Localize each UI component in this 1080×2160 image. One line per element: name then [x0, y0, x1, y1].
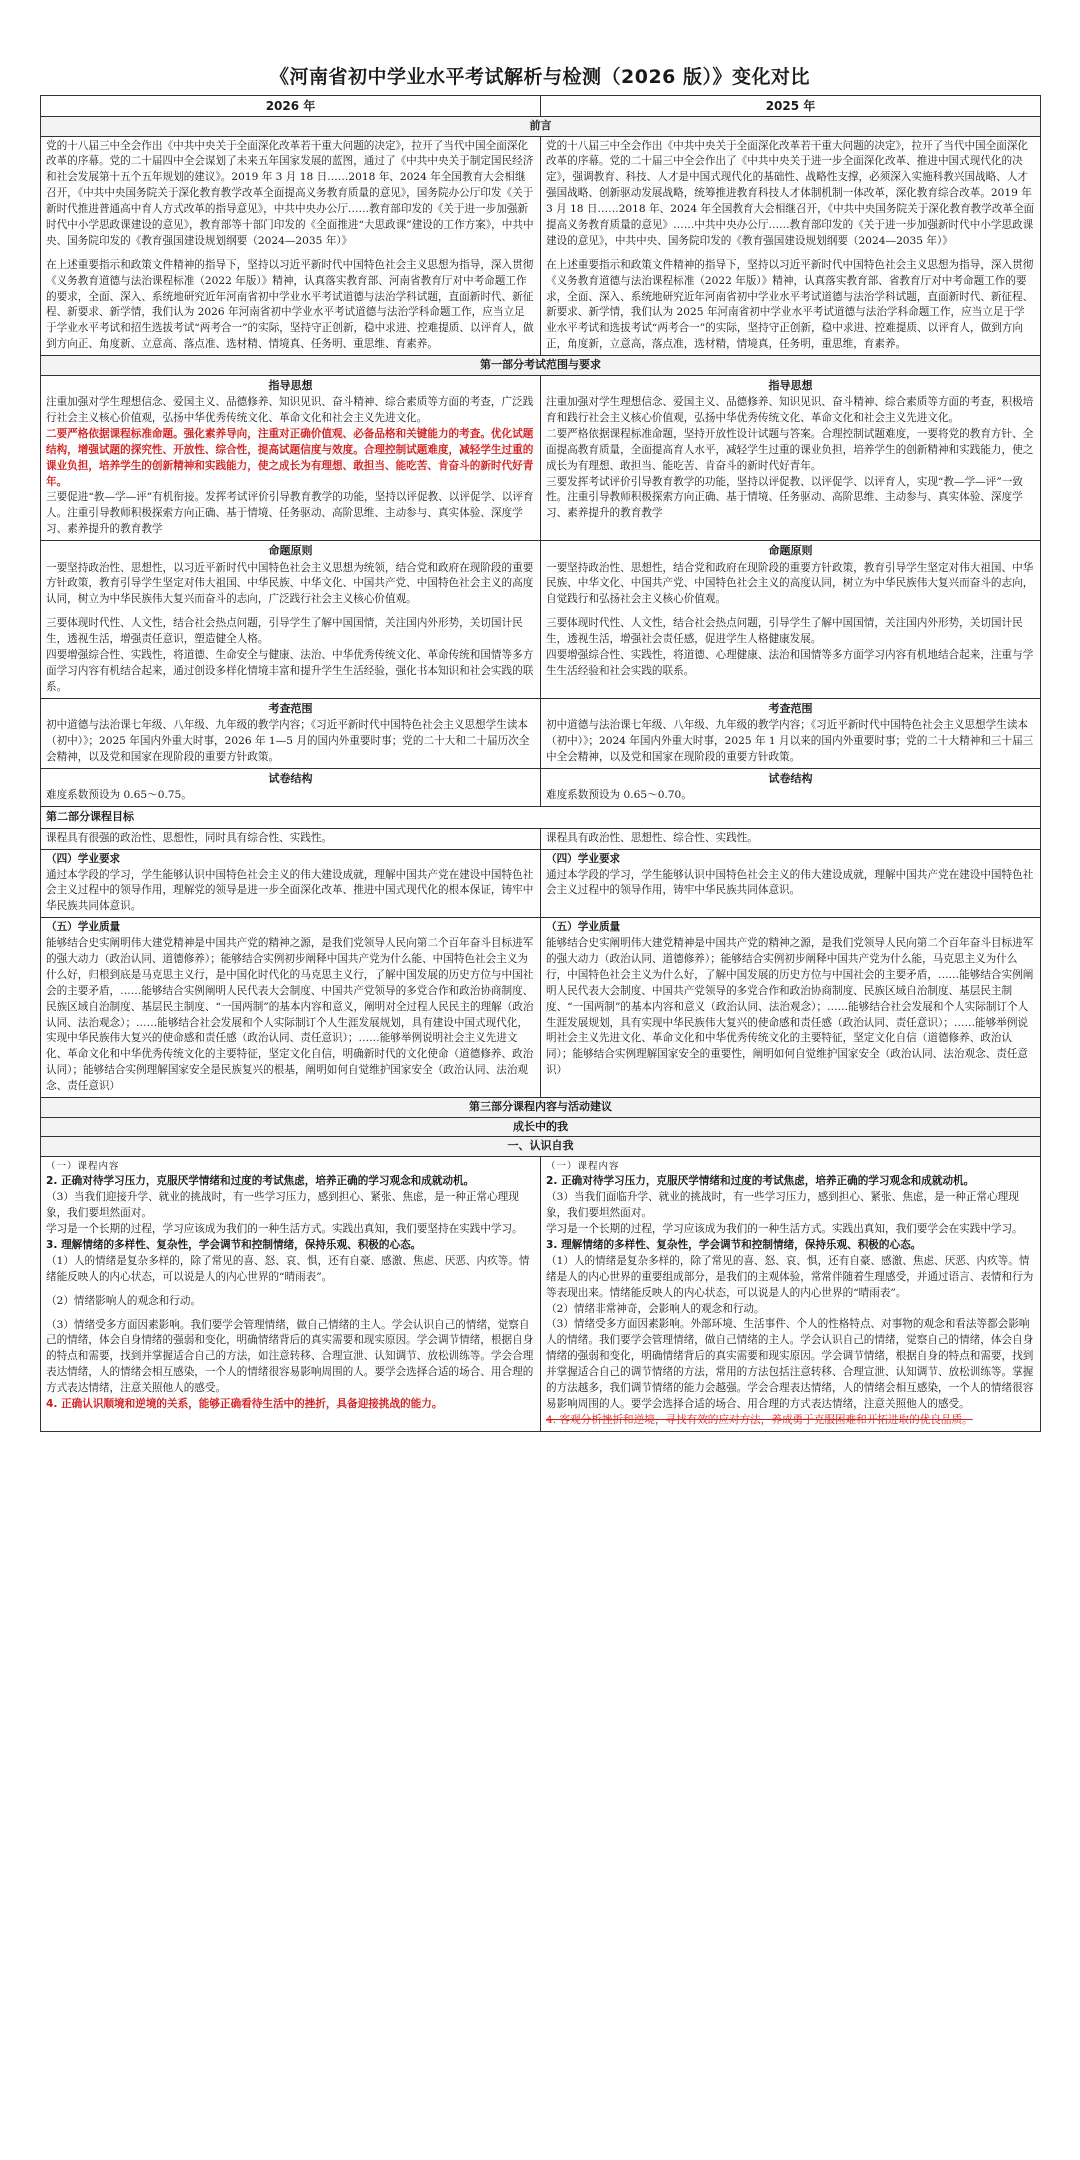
course-content-label: （一）课程内容: [546, 1160, 620, 1172]
preface-row: [41, 136, 1041, 356]
scope-2025-text: 初中道德与法治课七年级、八年级、九年级的教学内容；《习近平新时代中国特色社会主义思想学生读本（初中）》；2024 年国内外重大时事，2025 年 1 月以来的国内外重要时事；党的二十大精神和三十届三中全会精神，以及党和国家在现阶段的重要方针政策。: [546, 719, 1034, 763]
unit1-2025-t3a: （1）人的情绪是复杂多样的，除了常见的喜、怒、哀、惧，还有自豪、感激、焦虑、厌恶、内疚等。情绪是人的内心世界的重要组成部分，是我们的主观体验，常常伴随着生理感受，并通过语言、表情和行为等表现出来。情绪能反映人的内心状态，可以说是人的内心世界的“晴雨表”。: [546, 1254, 1034, 1299]
course-goal-row: [41, 828, 1041, 849]
principles-2025-3: 四要增强综合性、实践性，将道德、心理健康、法治和国情等多方面学习内容有机地结合起来，注重与学生生活经验和社会实践的联系。: [546, 649, 1034, 677]
unit1-row: [41, 1156, 1041, 1431]
quality-2025: [541, 918, 1041, 1098]
section-title: 成长中的我: [41, 1117, 1041, 1137]
preface-2025-p1: 党的十八届三中全会作出《中共中央关于全面深化改革若干重大问题的决定》，拉开了当代中国全面深化改革的序幕。党的二十届三中全会作出了《中共中央关于进一步全面深化改革、推进中国式现代化的决定》，强调教育、科技、人才是中国式现代化的基础性、战略性支撑，必须深入实施科教兴国战略、人才强国战略、创新驱动发展战略，统筹推进教育科技人才体制机制一体改革，深化教育综合改革。2019 年 3 月 18 日……2018 年、2024 年全国教育大会相继召开，《中共中央国务院关于深化教育教学改革全面提高义务教育质量的意见》……中共中央办公厅……教育部印发的《关于进一步加强新时代中小学思政课建设的意见》，中共中央、国务院印发的《教育强国建设规划纲要（2024—2035 年）》: [546, 139, 1035, 247]
principles-2026: [41, 541, 541, 699]
subheading: （四）学业要求: [546, 852, 621, 865]
preface-2025-p2: 在上述重要指示和政策文件精神的指导下，坚持以习近平新时代中国特色社会主义思想为指导，深入贯彻《义务教育道德与法治课程标准（2022 年版）》精神，认真落实教育部、省教育厅对中考命题工作的要求，全面、深入、系统地研究近年河南省初中学业水平考试道德与法治学科试题，直面新时代、新征程、新要求、新学情，我们认为 2025 年河南省初中学业水平考试道德与法治学科命题工作，应当立足于学业水平考试和选拔考试“两考合一”的实际，坚持守正创新，稳中求进、控难提质、以评育人，做到方向正，角度新，立意高，落点准，选材精，情境真，任务明，重思维，育素养。: [546, 258, 1034, 351]
course-content-label: （一）课程内容: [46, 1160, 120, 1172]
section-part1-row: [41, 356, 1041, 376]
subheading: 试卷结构: [768, 771, 813, 785]
subheading: 指导思想: [268, 378, 313, 392]
section-title: 一、认识自我: [41, 1137, 1041, 1157]
unit1-2025-t2b: 学习是一个长期的过程，学习应该成为我们的一种生活方式。实践出真知，我们要学会在实践中学习。: [546, 1223, 1023, 1236]
section-title: 前言: [41, 117, 1041, 137]
scope-2026-text: 初中道德与法治课七年级、八年级、九年级的教学内容；《习近平新时代中国特色社会主义思想学生读本（初中）》；2025 年国内外重大时事，2026 年 1—5 月的国内外重要时事；党的二十大和二十届历次全会精神，以及党和国家在现阶段的重要方针政策。: [46, 719, 530, 763]
quality-2026: [41, 918, 541, 1098]
unit1-2026-t3a: （1）人的情绪是复杂多样的，除了常见的喜、怒、哀、惧，还有自豪、感激、焦虑、厌恶、内疚等。情绪能反映人的内心状态，可以说是人的内心世界的“晴雨表”。: [46, 1254, 530, 1283]
subheading: （五）学业质量: [46, 921, 121, 934]
section-part2-row: [41, 807, 1041, 829]
scope-2025: [541, 698, 1041, 768]
guiding-2025: [541, 375, 1041, 541]
column-header-row: [41, 96, 1041, 117]
subheading: 命题原则: [768, 544, 813, 558]
quality-2026-text: 能够结合史实阐明伟大建党精神是中国共产党的精神之源，是我们党领导人民向第二个百年奋斗目标进军的强大动力（政治认同、道德修养）；能够结合实例初步阐释中国共产党为什么能、中国特色社会主义为什么好，归根到底是马克思主义行，是中国化时代化的马克思主义行，了解中国发展的历史方位与中国社会的主要矛盾，……能够结合实例阐明人民代表大会制度、中国共产党领导的多党合作和政治协商制度、民族区域自治制度、基层民主制度、“一国两制”的基本内容和意义，阐明对全过程人民民主的理解（政治认同、法治观念）；……能够结合社会发展和个人实际制订个人生涯发展规划，具有建设中国式现代化，实现中华民族伟大复兴的使命感和责任感（政治认同、责任意识）；……能够举例说明社会主义先进文化、革命文化和中华优秀传统文化的主要特征，坚定文化自信，明确新时代的文化使命（道德修养、政治认同）；能够结合实例理解国家安全是民族复兴的根基，阐明如何自觉维护国家安全（政治认同、法治观念、责任意识）: [46, 937, 534, 1093]
subheading: 考查范围: [268, 701, 313, 715]
section-part3-row: [41, 1098, 1041, 1118]
section-preface-row: [41, 117, 1041, 137]
section-title: 第二部分课程目标: [41, 807, 1041, 829]
unit1-2026-h4: 4. 正确认识顺境和逆境的关系，能够正确看待生活中的挫折，具备迎接挑战的能力。: [46, 1398, 443, 1410]
subheading: 考查范围: [768, 701, 813, 715]
quality-row: [41, 918, 1041, 1098]
unit1-2026-t2b: 学习是一个长期的过程，学习应该成为我们的一种生活方式。实践出真知，我们要坚持在实践中学习。: [46, 1223, 523, 1236]
section-title: 第三部分课程内容与活动建议: [41, 1098, 1041, 1118]
guiding-row: [41, 375, 1041, 541]
principles-2025-1: 一要坚持政治性、思想性，结合党和政府在现阶段的重要方针政策，教育引导学生坚定对伟大祖国、中华民族、中华文化、中国共产党、中国特色社会主义的高度认同，树立为中华民族伟大复兴而奋斗的志向，自觉践行和弘扬社会主义核心价值观。: [546, 561, 1034, 606]
document-page: [40, 0, 1040, 1432]
course-goal-2026: 课程具有很强的政治性、思想性，同时具有综合性、实践性。: [41, 828, 541, 849]
principles-row: [41, 541, 1041, 699]
unit1-2025-h3: 3. 理解情绪的多样性、复杂性，学会调节和控制情绪，保持乐观、积极的心态。: [546, 1238, 922, 1251]
unit1-2026-t2a: （3）当我们迎接升学、就业的挑战时，有一些学习压力，感到担心、紧张、焦虑，是一种正常心理现象，我们要坦然面对。: [46, 1191, 519, 1220]
quality-2025-text: 能够结合史实阐明伟大建党精神是中国共产党的精神之源，是我们党领导人民向第二个百年奋斗目标进军的强大动力（政治认同、道德修养）；能够结合实例初步阐释中国共产党为什么能，马克思主义为什么行，中国特色社会主义为什么好，了解中国发展的历史方位与中国社会的主要矛盾，……能够结合实例阐明人民代表大会制度、中国共产党领导的多党合作和政治协商制度、民族区域自治制度、基层民主制度、“一国两制”的基本内容和意义（政治认同、法治观念）；……能够结合社会发展和个人实际制订个人生涯发展规划，具有实现中华民族伟大复兴的使命感和责任感（政治认同、责任意识）；……能够举例说明社会主义先进文化、革命文化和中华优秀传统文化的主要特征，坚定文化自信（道德修养、政治认同）；能够结合实例理解国家安全的重要性，阐明如何自觉维护国家安全（政治认同、法治观念、责任意识）: [546, 937, 1034, 1077]
unit1-2025-t3c: （3）情绪受多方面因素影响。外部环境、生活事件、个人的性格特点、对事物的观念和看法等都会影响人的情绪。我们要学会管理情绪，做自己情绪的主人。学会认识自己的情绪，觉察自己的情绪，体会自身情绪的强弱和变化，明确情绪背后的真实需要和现实原因。学会调节情绪，根据自身的特点和需要，找到并掌握适合自己的调节情绪的方法，常用的方法包括注意转移、合理宣泄、认知调节、放松训练等。掌握的方法越多，我们调节情绪的能力会越强。学会合理表达情绪，人的情绪会相互感染，一个人的情绪很容易影响周围的人。要学会选择合适的场合、用合理的方式表达情绪，注意关照他人的感受。: [546, 1318, 1034, 1410]
unit1-2026-h2: 2. 正确对待学习压力，克服厌学情绪和过度的考试焦虑，培养正确的学习观念和成就动机。: [46, 1175, 475, 1188]
guiding-2025-3: 三要发挥考试评价引导教育教学的功能，坚持以评促教、以评促学、以评育人，实现“教—学—评”一致性。注重引导教师积极探索方向正确、基于情境、任务驱动、高阶思维、主动参与、真实体验、深度学习、素养提升的教育教学: [546, 475, 1023, 520]
subheading: 指导思想: [768, 378, 813, 392]
unit1-2025-t2a: （3）当我们面临升学、就业的挑战时，有一些学习压力，感到担心、紧张、焦虑，是一种正常心理现象，我们要坦然面对。: [546, 1191, 1019, 1220]
requirements-2026: [41, 849, 541, 918]
guiding-2025-1: 注重加强对学生理想信念、爱国主义、品德修养、知识见识、奋斗精神、综合素质等方面的考查，积极培育和践行社会主义核心价值观，弘扬中华优秀传统文化、革命文化和社会主义先进文化。: [546, 396, 1034, 424]
section-title: 第一部分考试范围与要求: [41, 356, 1041, 376]
principles-2025-2: 三要体现时代性、人文性，结合社会热点问题，引导学生了解中国国情，关注国内外形势，关切国计民生，透视生活，增强社会责任感，促进学生人格健康发展。: [546, 617, 1023, 646]
guiding-2026-2: 二要严格依据课程标准命题。强化素养导向，注重对正确价值观、必备品格和关键能力的考查。优化试题结构，增强试题的探究性、开放性、综合性，提高试题信度与效度。合理控制试题难度，减轻学生过重的课业负担，培养学生的创新精神和实践能力，使之成长为有理想、敢担当、能吃苦、肯奋斗的新时代好青年。: [46, 427, 534, 488]
section-unit1-row: [41, 1137, 1041, 1157]
structure-2025-text: 难度系数预设为 0.65～0.70。: [546, 789, 692, 802]
section-growing-row: [41, 1117, 1041, 1137]
unit1-2025-h2: 2. 正确对待学习压力，克服厌学情绪和过度的考试焦虑，培养正确的学习观念和成就动机。: [546, 1175, 975, 1188]
principles-2025: [541, 541, 1041, 699]
unit1-2025-t3b: （2）情绪非常神奇，会影响人的观念和行动。: [546, 1302, 765, 1315]
unit1-2026-t3b: （2）情绪影响人的观念和行动。: [46, 1294, 202, 1307]
guiding-2025-2: 二要严格依据课程标准命题，坚持开放性设计试题与答案。合理控制试题难度，一要将党的教育方针、全面提高教育质量，全面提高育人水平，减轻学生过重的课业负担，培养学生的创新精神和实践能力，使之成长为有理想、敢担当、能吃苦、肯奋斗的新时代好青年。: [546, 427, 1034, 472]
principles-2026-1: 一要坚持政治性、思想性，以习近平新时代中国特色社会主义思想为统领，结合党和政府在现阶段的重要方针政策，教育引导学生坚定对伟大祖国、中华民族、中华文化、中国共产党、中国特色社会主义的高度认同，树立为中华民族伟大复兴而奋斗的志向，广泛践行社会主义核心价值观。: [46, 561, 534, 606]
subheading: （四）学业要求: [46, 852, 121, 865]
requirements-2026-text: 通过本学段的学习，学生能够认识中国特色社会主义的伟大建设成就，理解中国共产党在建设中国特色社会主义过程中的领导作用，理解党的领导是进一步全面深化改革、推进中国式现代化的根本保证，铸牢中华民族共同体意识。: [46, 868, 534, 913]
requirements-2025: [541, 849, 1041, 918]
principles-2026-3: 四要增强综合性、实践性，将道德、生命安全与健康、法治、中华优秀传统文化、革命传统和国情等多方面学习内容有机结合起来，通过创设多样化情境丰富和提升学生生活经验，强化书本知识和社会实践的联系。: [46, 649, 534, 693]
requirements-row: [41, 849, 1041, 918]
subheading: 试卷结构: [268, 771, 313, 785]
scope-row: [41, 698, 1041, 768]
preface-2026-p2: 在上述重要指示和政策文件精神的指导下，坚持以习近平新时代中国特色社会主义思想为指导，深入贯彻《义务教育道德与法治课程标准（2022 年版）》精神，认真落实教育部、河南省教育厅对中考命题工作的要求，全面、深入、系统地研究近年河南省初中学业水平考试道德与法治学科试题，直面新时代、新征程、新要求、新学情，我们认为 2026 年河南省初中学业水平考试道德与法治学科命题工作，应当立足于学业水平考试和招生选拔考试“两考合一”的实际，坚持守正创新，稳中求进、控难提质、以评育人，做到方向正、角度新、立意高、落点准、选材精、情境真、任务明、重思维、育素养。: [46, 258, 534, 351]
structure-2026-text: 难度系数预设为 0.65～0.75。: [46, 789, 192, 802]
unit1-2025: [541, 1156, 1041, 1431]
column-header-2025: 2025 年: [541, 96, 1041, 117]
guiding-2026-1: 注重加强对学生理想信念、爱国主义、品德修养、知识见识、奋斗精神、综合素质等方面的考查，广泛践行社会主义核心价值观，弘扬中华优秀传统文化、革命文化和社会主义先进文化。: [46, 396, 534, 424]
structure-row: [41, 768, 1041, 806]
preface-2026-p1: 党的十八届三中全会作出《中共中央关于全面深化改革若干重大问题的决定》，拉开了当代中国全面深化改革的序幕。党的二十届四中全会谋划了未来五年国家发展的蓝图，通过了《中共中央关于制定国民经济和社会发展第十五个五年规划的建议》。2019 年 3 月 18 日……2018 年、2024 年全国教育大会相继召开，《中共中央国务院关于深化教育教学改革全面提高义务教育质量的意见》，国务院办公厅印发《关于新时代推进普通高中育人方式改革的指导意见》，中共中央办公厅……教育部印发的《关于进一步加强新时代中小学思政课建设的意见》，教育部等十部门印发的《全面推进“大思政课”建设的工作方案》，中共中央、国务院印发的《教育强国建设规划纲要（2024—2035 年）》: [46, 139, 534, 247]
document-title: 《河南省初中学业水平考试解析与检测（2026 版）》变化对比: [270, 66, 810, 88]
subheading: （五）学业质量: [546, 921, 621, 934]
requirements-2025-text: 通过本学段的学习，学生能够认识中国特色社会主义的伟大建设成就，理解中国共产党在建设中国特色社会主义过程中的领导作用，铸牢中华民族共同体意识。: [546, 868, 1034, 897]
unit1-2026: [41, 1156, 541, 1431]
scope-2026: [41, 698, 541, 768]
subheading: 命题原则: [268, 544, 313, 558]
guiding-2026-3: 三要促进“教—学—评”有机衔接。发挥考试评价引导教育教学的功能，坚持以评促教、以评促学、以评育人。注重引导教师积极探索方向正确、基于情境、任务驱动、高阶思维、主动参与、真实体验、深度学习、素养提升的教育教学: [46, 491, 534, 536]
preface-2025: [541, 136, 1041, 356]
structure-2026: [41, 768, 541, 806]
unit1-2026-h3: 3. 理解情绪的多样性、复杂性，学会调节和控制情绪，保持乐观、积极的心态。: [46, 1238, 422, 1251]
structure-2025: [541, 768, 1041, 806]
column-header-2026: 2026 年: [41, 96, 541, 117]
guiding-2026: [41, 375, 541, 541]
unit1-2025-h4: 4. 客观分析挫折和逆境，寻找有效的应对方法，养成勇于克服困难和开拓进取的优良品质。: [546, 1413, 973, 1426]
unit1-2026-t3c: （3）情绪受多方面因素影响。我们要学会管理情绪，做自己情绪的主人。学会认识自己的情绪，觉察自己的情绪，体会自身情绪的强弱和变化，明确情绪背后的真实需要和现实原因。学会调节情绪，根据自身的特点和需要，找到并掌握适合自己的方法，如注意转移、合理宣泄、认知调节、放松训练等。学会合理表达情绪，人的情绪会相互感染，一个人的情绪很容易影响周围的人。要学会选择合适的场合、用合理的方式表达情绪，注意关照他人的感受。: [46, 1318, 534, 1395]
comparison-table: [40, 95, 1041, 1432]
principles-2026-2: 三要体现时代性、人文性，结合社会热点问题，引导学生了解中国国情，关注国内外形势，关切国计民生，透视生活，增强责任意识，塑造健全人格。: [46, 617, 523, 646]
course-goal-2025: 课程具有政治性、思想性、综合性、实践性。: [541, 828, 1041, 849]
preface-2026: [41, 136, 541, 356]
